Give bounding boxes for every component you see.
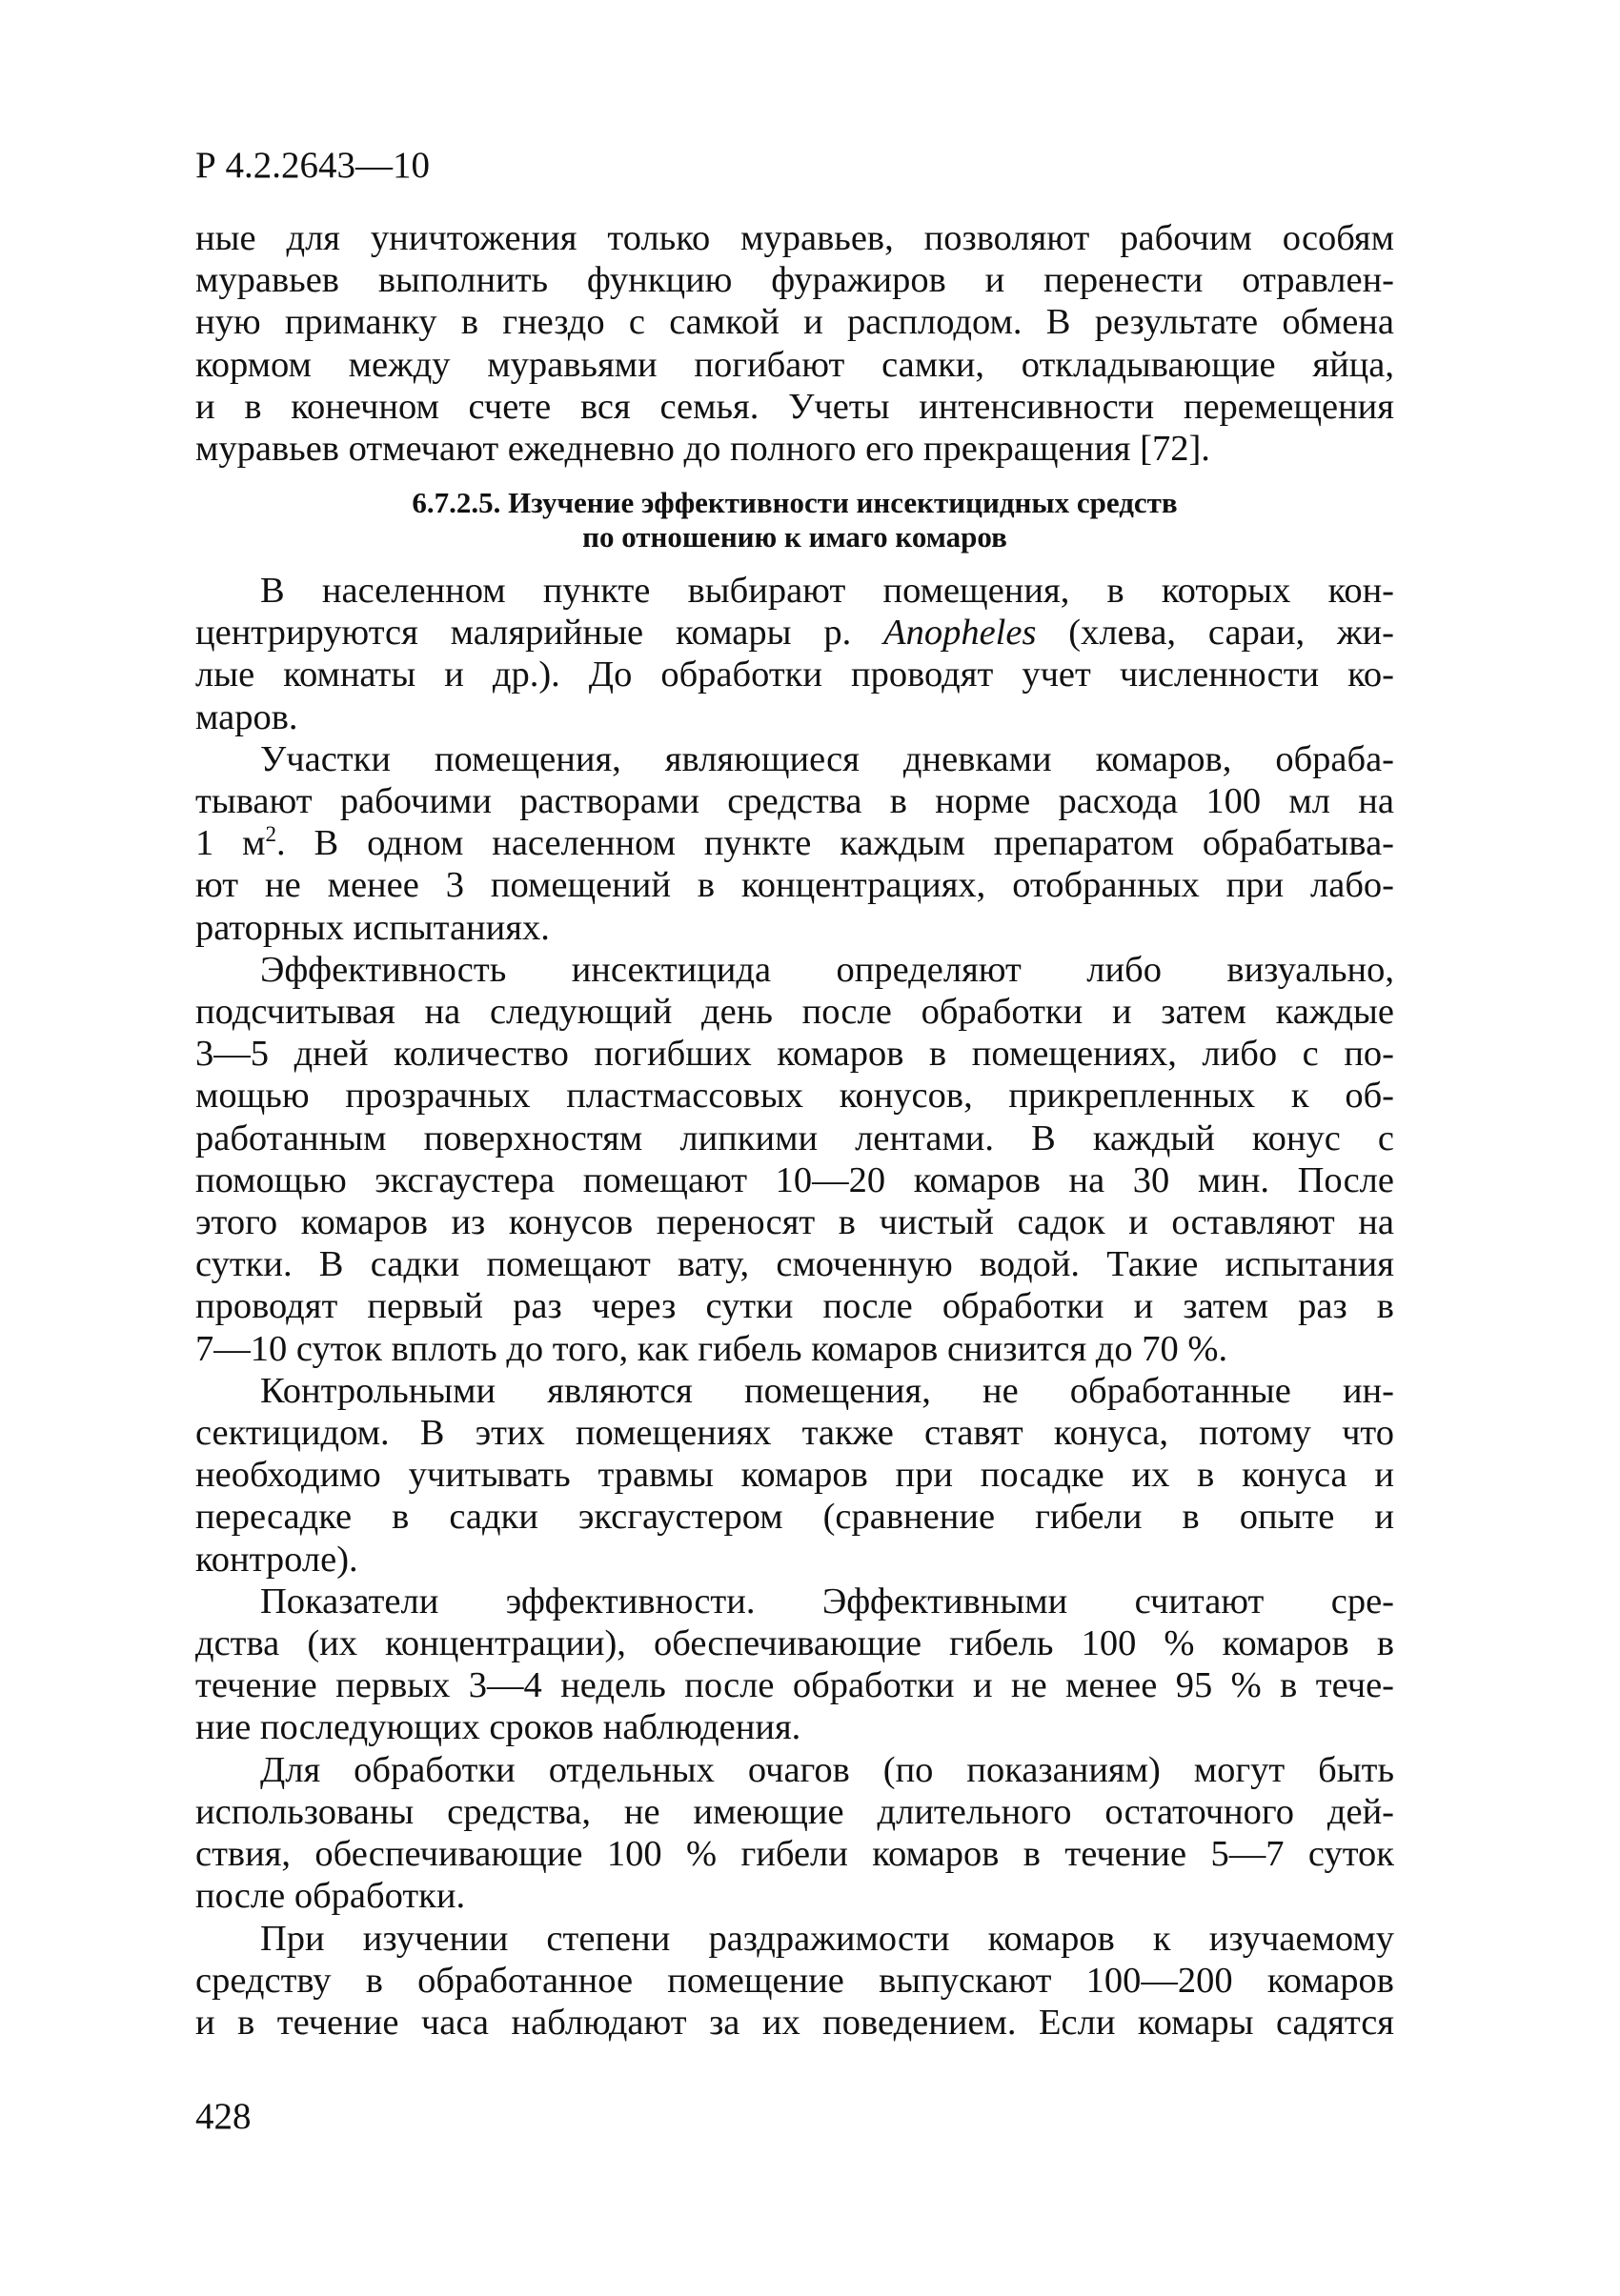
paragraph: [195, 949, 1394, 1370]
text-line: лые комнаты и др.). До обработки проводят учет численности ко-: [195, 655, 1394, 695]
text-line: центрируются малярийные комары р. Anopheles (хлева, сараи, жи-: [195, 613, 1394, 654]
text-line: после обработки.: [195, 1876, 466, 1917]
text-line: Участки помещения, являющиеся дневками комаров, обраба-: [260, 738, 1394, 779]
section-body: [195, 570, 1394, 2044]
section-heading-line: 6.7.2.5. Изучение эффективности инсектицидных средств: [412, 486, 1178, 519]
text-line: этого комаров из конусов переносят в чистый садок и оставляют на: [195, 1202, 1394, 1243]
text-line: 1 $м^2$. В одном населенном пункте каждым препаратом обрабатыва-: [195, 821, 1394, 864]
text-line: работанным поверхностям липкими лентами. В каждый конус с: [195, 1118, 1394, 1158]
paragraph: [195, 738, 1394, 949]
text-line: При изучении степени раздражимости комаров к изучаемому: [260, 1918, 1394, 1959]
text-line: контроле).: [195, 1539, 358, 1580]
page-number: 428: [195, 2096, 252, 2137]
text-line: подсчитывая на следующий день после обработки и затем каждые: [195, 992, 1394, 1033]
text-line: ную приманку в гнездо с самкой и расплодом. В результате обмена: [195, 302, 1394, 343]
section-heading-line: по отношению к имаго комаров: [582, 520, 1007, 554]
text-line: средству в обработанное помещение выпускают 100—200 комаров: [195, 1960, 1394, 2001]
text-line: Контрольными являются помещения, не обработанные ин-: [260, 1370, 1394, 1411]
paragraph: [195, 1918, 1394, 2044]
section-heading: [195, 486, 1394, 554]
paragraph: [195, 1370, 1394, 1581]
text-line: ствия, обеспечивающие 100 % гибели комаров в течение 5—7 суток: [195, 1834, 1394, 1875]
text-line: сутки. В садки помещают вату, смоченную водой. Такие испытания: [195, 1244, 1394, 1285]
text-line: ные для уничтожения только муравьев, позволяют рабочим особям: [195, 218, 1394, 258]
superscript: 2: [265, 821, 277, 847]
genus-name: Anopheles: [883, 613, 1037, 654]
document-code: Р 4.2.2643—10: [195, 145, 430, 186]
text-line: маров.: [195, 696, 298, 737]
text-line: Для обработки отдельных очагов (по показаниям) могут быть: [260, 1749, 1394, 1790]
text-line: муравьев отмечают ежедневно до полного его прекращения [72].: [195, 429, 1210, 470]
text-line: муравьев выполнить функцию фуражиров и перенести отравлен-: [195, 260, 1394, 301]
text-line: раторных испытаниях.: [195, 907, 550, 948]
paragraph: [195, 570, 1394, 738]
text-line: и в конечном счете вся семья. Учеты интенсивности перемещения: [195, 386, 1394, 427]
continued-paragraph: [195, 217, 1394, 470]
text-line: Показатели эффективности. Эффективными считают сре-: [260, 1581, 1394, 1621]
text-line: и в течение часа наблюдают за их поведением. Если комары садятся: [195, 2002, 1394, 2043]
text-line: ние последующих сроков наблюдения.: [195, 1707, 801, 1748]
text-line: пересадке в садки эксгаустером (сравнение гибели в опыте и: [195, 1497, 1394, 1538]
text-line: кормом между муравьями погибают самки, откладывающие яйца,: [195, 344, 1394, 385]
text-line: В населенном пункте выбирают помещения, в которых кон-: [260, 571, 1394, 611]
text-line: ют не менее 3 помещений в концентрациях, отобранных при лабо-: [195, 865, 1394, 906]
text-line: сектицидом. В этих помещениях также ставят конуса, потому что: [195, 1413, 1394, 1454]
text-line: тывают рабочими растворами средства в норме расхода 100 мл на: [195, 781, 1394, 822]
text-line: мощью прозрачных пластмассовых конусов, прикрепленных к об-: [195, 1076, 1394, 1117]
text-line: использованы средства, не имеющие длительного остаточного дей-: [195, 1791, 1394, 1832]
text-line: необходимо учитывать травмы комаров при посадке их в конуса и: [195, 1455, 1394, 1496]
text-line: Эффективность инсектицида определяют либо визуально,: [260, 949, 1394, 990]
text-line: помощью эксгаустера помещают 10—20 комаров на 30 мин. После: [195, 1159, 1394, 1200]
text-line: дства (их концентрации), обеспечивающие гибель 100 % комаров в: [195, 1623, 1394, 1664]
paragraph: [195, 1581, 1394, 1749]
text-line: проводят первый раз через сутки после обработки и затем раз в: [195, 1286, 1394, 1327]
text-line: 7—10 суток вплоть до того, как гибель комаров снизится до 70 %.: [195, 1328, 1228, 1369]
text-line: течение первых 3—4 недель после обработки и не менее 95 % в тече-: [195, 1665, 1394, 1706]
text-line: 3—5 дней количество погибших комаров в помещениях, либо с по-: [195, 1034, 1394, 1075]
paragraph: [195, 1749, 1394, 1918]
